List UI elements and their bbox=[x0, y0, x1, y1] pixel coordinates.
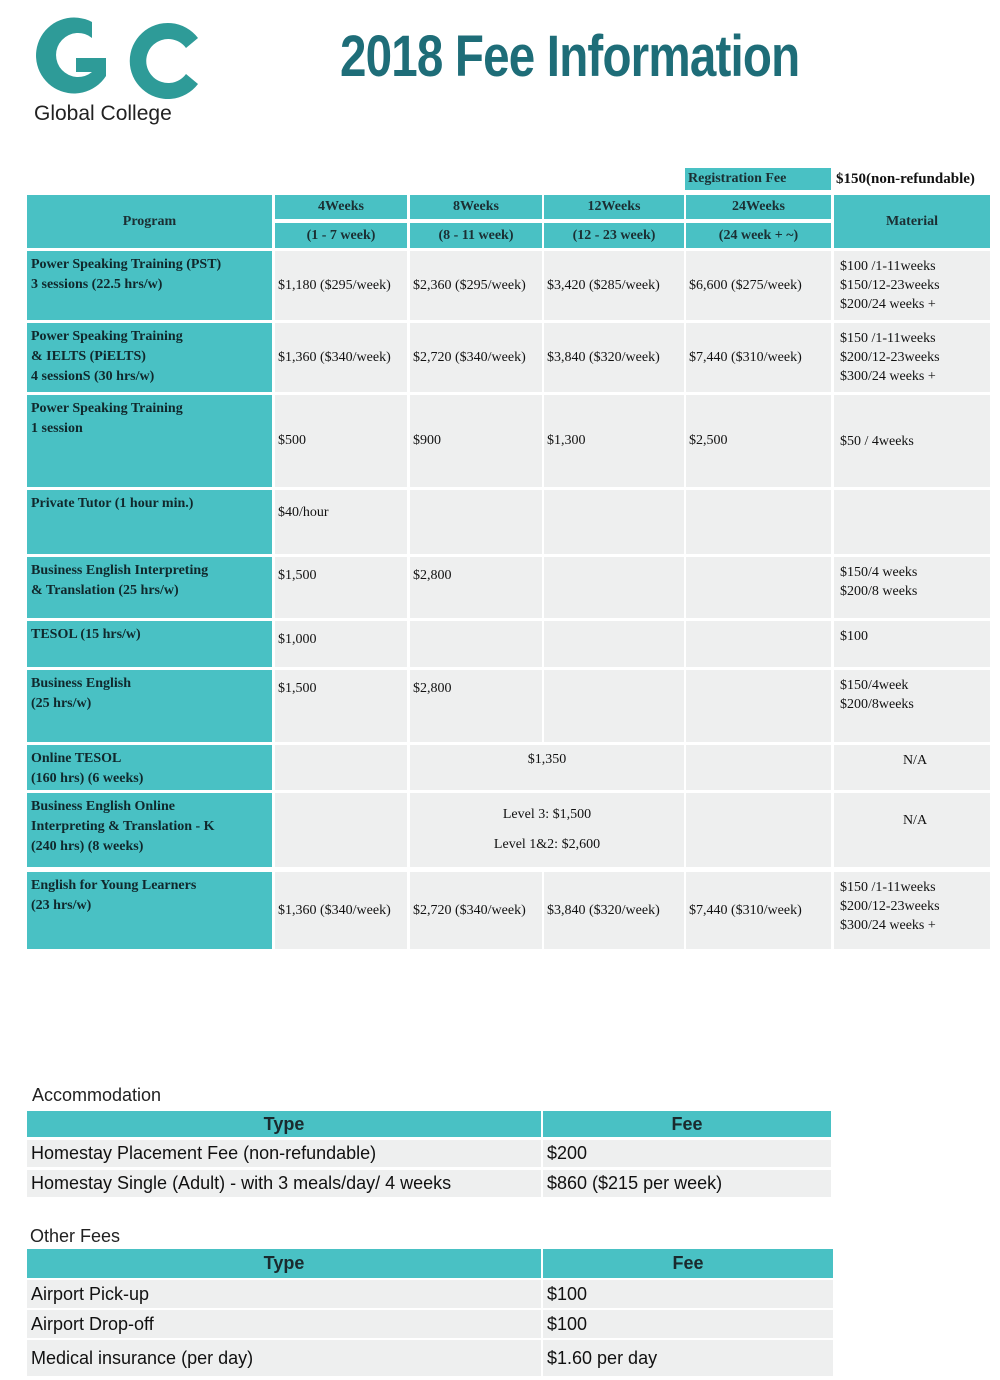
program-name-line: Power Speaking Training bbox=[31, 329, 183, 344]
program-name-line: & IELTS (PiELTS) bbox=[31, 349, 146, 364]
program-name-cell bbox=[27, 621, 272, 667]
program-name-line: 4 sessionS (30 hrs/w) bbox=[31, 369, 155, 384]
program-name-line: 3 sessions (22.5 hrs/w) bbox=[31, 277, 163, 292]
material-cell bbox=[834, 872, 990, 949]
other-fees-fee-header: Fee bbox=[543, 1249, 833, 1278]
material-line: N/A bbox=[902, 813, 928, 828]
merged-fee-cell bbox=[410, 793, 684, 867]
fee-cell: $2,800 bbox=[410, 557, 542, 618]
column-weeks-header: 4Weeks bbox=[275, 195, 407, 219]
fee-cell: $7,440 ($310/week) bbox=[686, 323, 831, 392]
fee-cell-empty bbox=[686, 745, 831, 790]
program-name-line: Business English bbox=[31, 676, 131, 691]
other-fees-row-type: Airport Pick-up bbox=[27, 1280, 541, 1308]
fee-cell: $900 bbox=[410, 395, 542, 487]
material-cell bbox=[834, 323, 990, 392]
material-line: $150/4week bbox=[840, 678, 909, 693]
registration-fee-value: $150(non-refundable) bbox=[836, 171, 975, 187]
program-name-cell bbox=[27, 670, 272, 742]
fee-cell bbox=[544, 670, 684, 742]
fee-cell: $1,180 ($295/week) bbox=[275, 251, 407, 320]
program-name-cell bbox=[27, 251, 272, 320]
accommodation-label: Accommodation bbox=[32, 1085, 162, 1105]
material-line: $200/12-23weeks bbox=[840, 899, 940, 914]
material-line: $50 / 4weeks bbox=[840, 433, 914, 449]
column-range-header: (8 - 11 week) bbox=[410, 223, 542, 248]
fee-cell: $40/hour bbox=[275, 490, 407, 554]
program-name-line: (25 hrs/w) bbox=[31, 696, 92, 711]
fee-cell: $2,720 ($340/week) bbox=[410, 872, 542, 949]
fee-cell bbox=[544, 490, 684, 554]
fee-cell bbox=[686, 490, 831, 554]
material-cell bbox=[834, 745, 990, 790]
registration-fee-label: Registration Fee bbox=[685, 168, 831, 190]
fee-cell: $3,420 ($285/week) bbox=[544, 251, 684, 320]
fee-cell bbox=[686, 621, 831, 667]
other-fees-type-header: Type bbox=[27, 1249, 541, 1278]
accommodation-type-header: Type bbox=[27, 1111, 541, 1137]
fee-cell: $500 bbox=[275, 395, 407, 487]
fee-cell bbox=[686, 670, 831, 742]
fee-cell-empty bbox=[275, 793, 407, 867]
other-fees-row-type: Medical insurance (per day) bbox=[27, 1340, 541, 1376]
material-header: Material bbox=[834, 195, 990, 248]
program-name-line: Online TESOL bbox=[31, 751, 122, 766]
program-name-line: (23 hrs/w) bbox=[31, 898, 92, 913]
fee-cell: $2,500 bbox=[686, 395, 831, 487]
merged-fee-line: Level 3: $1,500 bbox=[502, 806, 592, 822]
material-line: $100 /1-11weeks bbox=[840, 259, 936, 274]
material-cell bbox=[834, 557, 990, 618]
logo-text: Global College bbox=[34, 102, 172, 125]
program-name-line: TESOL (15 hrs/w) bbox=[31, 627, 141, 642]
column-weeks-header: 8Weeks bbox=[410, 195, 542, 219]
fee-cell-empty bbox=[275, 745, 407, 790]
accommodation-row-fee: $860 ($215 per week) bbox=[543, 1170, 831, 1197]
material-cell bbox=[834, 621, 990, 667]
accommodation-row-fee: $200 bbox=[543, 1140, 831, 1167]
page-title: 2018 Fee Information bbox=[340, 24, 800, 89]
material-line: $200/12-23weeks bbox=[840, 350, 940, 365]
fee-cell bbox=[544, 621, 684, 667]
program-name-line: (240 hrs) (8 weeks) bbox=[31, 839, 144, 854]
program-header: Program bbox=[27, 195, 272, 248]
program-name-cell bbox=[27, 323, 272, 392]
material-line: $100 bbox=[840, 629, 868, 644]
program-name-line: 1 session bbox=[31, 421, 83, 436]
fee-cell: $2,360 ($295/week) bbox=[410, 251, 542, 320]
column-range-header: (1 - 7 week) bbox=[275, 223, 407, 248]
other-fees-row-fee: $1.60 per day bbox=[543, 1340, 833, 1376]
material-line: $200/24 weeks + bbox=[840, 297, 936, 312]
program-name-line: English for Young Learners bbox=[31, 878, 197, 893]
material-line: $150/12-23weeks bbox=[840, 278, 940, 293]
other-fees-row-fee: $100 bbox=[543, 1280, 833, 1308]
column-range-header: (24 week + ~) bbox=[686, 223, 831, 248]
program-name-cell bbox=[27, 557, 272, 618]
program-name-line: (160 hrs) (6 weeks) bbox=[31, 771, 144, 786]
fee-cell: $3,840 ($320/week) bbox=[544, 872, 684, 949]
material-line: $300/24 weeks + bbox=[840, 918, 936, 933]
fee-cell: $2,720 ($340/week) bbox=[410, 323, 542, 392]
program-name-line: Power Speaking Training (PST) bbox=[31, 257, 222, 272]
fee-cell bbox=[686, 557, 831, 618]
material-line: $150/4 weeks bbox=[840, 565, 918, 580]
program-name-cell bbox=[27, 490, 272, 554]
program-name-line: Business English Interpreting bbox=[31, 563, 209, 578]
fee-cell: $6,600 ($275/week) bbox=[686, 251, 831, 320]
other-fees-label: Other Fees bbox=[30, 1226, 121, 1246]
accommodation-fee-header: Fee bbox=[543, 1111, 831, 1137]
fee-cell: $1,360 ($340/week) bbox=[275, 323, 407, 392]
program-name-cell bbox=[27, 793, 272, 867]
material-line: $300/24 weeks + bbox=[840, 369, 936, 384]
fee-cell: $1,000 bbox=[275, 621, 407, 667]
program-name-cell bbox=[27, 395, 272, 487]
fee-cell: $7,440 ($310/week) bbox=[686, 872, 831, 949]
program-name-line: & Translation (25 hrs/w) bbox=[31, 583, 179, 598]
fee-cell: $1,500 bbox=[275, 670, 407, 742]
material-cell bbox=[834, 793, 990, 867]
material-line: $150 /1-11weeks bbox=[840, 880, 936, 895]
material-line: $200/8weeks bbox=[840, 697, 914, 712]
program-name-cell bbox=[27, 745, 272, 790]
program-name-line: Business English Online bbox=[31, 799, 175, 814]
fee-cell: $3,840 ($320/week) bbox=[544, 323, 684, 392]
fee-cell: $1,500 bbox=[275, 557, 407, 618]
material-cell bbox=[834, 670, 990, 742]
material-cell bbox=[834, 251, 990, 320]
fee-cell bbox=[544, 557, 684, 618]
program-name-cell bbox=[27, 872, 272, 949]
column-range-header: (12 - 23 week) bbox=[544, 223, 684, 248]
material-line: $200/8 weeks bbox=[840, 584, 918, 599]
fee-cell bbox=[410, 490, 542, 554]
fee-cell: $2,800 bbox=[410, 670, 542, 742]
fee-cell-empty bbox=[686, 793, 831, 867]
accommodation-row-type: Homestay Placement Fee (non-refundable) bbox=[27, 1140, 541, 1167]
fee-cell: $1,300 bbox=[544, 395, 684, 487]
program-name-line: Interpreting & Translation - K bbox=[31, 819, 215, 834]
material-cell bbox=[834, 395, 990, 487]
fee-cell: $1,360 ($340/week) bbox=[275, 872, 407, 949]
accommodation-row-type: Homestay Single (Adult) - with 3 meals/day/ 4 weeks bbox=[27, 1170, 541, 1197]
merged-fee-cell: $1,350 bbox=[410, 745, 684, 790]
material-line: $150 /1-11weeks bbox=[840, 331, 936, 346]
program-name-line: Private Tutor (1 hour min.) bbox=[31, 496, 194, 511]
material-line: N/A bbox=[902, 753, 928, 768]
column-weeks-header: 24Weeks bbox=[686, 195, 831, 219]
program-name-line: Power Speaking Training bbox=[31, 401, 183, 416]
fee-cell bbox=[410, 621, 542, 667]
column-weeks-header: 12Weeks bbox=[544, 195, 684, 219]
merged-fee-line: Level 1&2: $2,600 bbox=[493, 837, 601, 853]
other-fees-row-type: Airport Drop-off bbox=[27, 1310, 541, 1338]
material-cell bbox=[834, 490, 990, 554]
other-fees-row-fee: $100 bbox=[543, 1310, 833, 1338]
